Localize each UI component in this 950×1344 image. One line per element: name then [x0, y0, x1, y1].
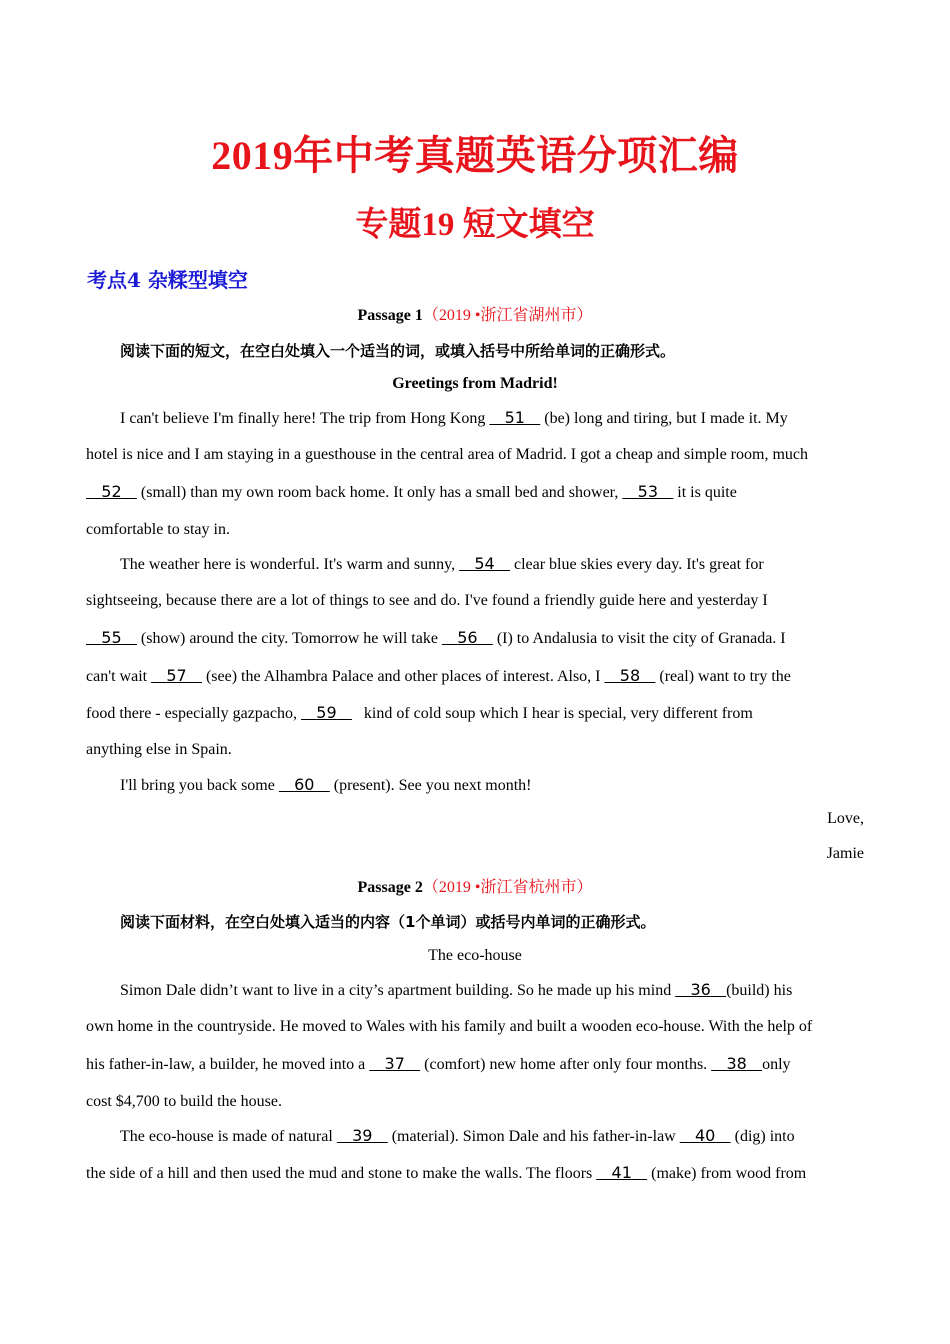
- text: it is quite: [677, 484, 737, 501]
- blank-54[interactable]: 54: [474, 554, 495, 573]
- passage1-line: [86, 554, 898, 575]
- blank-51[interactable]: 51: [504, 408, 525, 427]
- passage1-line: anything else in Spain.: [86, 741, 232, 758]
- passage1-heading: Greetings from Madrid!: [392, 375, 558, 392]
- passage2-line: own home in the countryside. He moved to Wales with his family and built a wooden eco-house. With the help of: [86, 1018, 813, 1035]
- text: (real) want to try the: [659, 668, 791, 685]
- text: I can't believe I'm finally here! The trip from Hong Kong: [120, 410, 486, 427]
- passage1-line: [86, 408, 898, 429]
- text: (small) than my own room back home. It only has a small bed and shower,: [140, 484, 619, 501]
- blank-60[interactable]: 60: [294, 775, 315, 794]
- text: (see) the Alhambra Palace and other places of interest. Also, I: [205, 668, 601, 685]
- passage1-instruction: 阅读下面的短文，在空白处填入一个适当的词，或填入括号中所给单词的正确形式。: [120, 342, 676, 360]
- blank-52[interactable]: 52: [101, 482, 122, 501]
- passage2-line: [86, 980, 898, 1001]
- text: his father-in-law, a builder, he moved into a: [86, 1056, 366, 1073]
- blank-55[interactable]: 55: [101, 628, 122, 647]
- document-subtitle: 专题19 短文填空: [355, 207, 595, 243]
- passage2-line: cost $4,700 to build the house.: [86, 1093, 282, 1110]
- passage1-line: [86, 666, 864, 687]
- text: I'll bring you back some: [120, 777, 275, 794]
- signoff-name: Jamie: [826, 845, 864, 862]
- passage2-label: [86, 878, 864, 898]
- blank-40[interactable]: 40: [695, 1126, 716, 1145]
- passage1-line: [86, 775, 898, 796]
- passage2-line: [86, 1126, 898, 1147]
- text: only: [762, 1056, 791, 1073]
- text: The weather here is wonderful. It's warm and sunny,: [120, 556, 456, 573]
- passage1-source: （2019 •浙江省湖州市）: [422, 307, 593, 324]
- text: food there - especially gazpacho,: [86, 705, 298, 722]
- blank-38[interactable]: 38: [726, 1054, 747, 1073]
- blank-56[interactable]: 56: [457, 628, 478, 647]
- text: (build) his: [726, 982, 793, 999]
- text: can't wait: [86, 668, 148, 685]
- text: (be) long and tiring, but I made it. My: [544, 410, 788, 427]
- text: (make) from wood from: [651, 1165, 807, 1182]
- text: kind of cold soup which I hear is special, very different from: [363, 705, 753, 722]
- passage1-line: comfortable to stay in.: [86, 521, 230, 538]
- text: (material). Simon Dale and his father-in-law: [391, 1128, 676, 1145]
- passage2-line: [86, 1054, 864, 1075]
- blank-37[interactable]: 37: [384, 1054, 405, 1073]
- text: (comfort) new home after only four months.: [424, 1056, 708, 1073]
- passage1-label: [86, 306, 864, 326]
- text: (I) to Andalusia to visit the city of Granada. I: [496, 630, 786, 647]
- blank-58[interactable]: 58: [619, 666, 641, 685]
- blank-36[interactable]: 36: [690, 980, 711, 999]
- passage2-line: [86, 1163, 864, 1184]
- passage1-line: [86, 703, 864, 724]
- blank-53[interactable]: 53: [637, 482, 658, 501]
- blank-41[interactable]: 41: [611, 1163, 632, 1182]
- passage1-line: sightseeing, because there are a lot of things to see and do. I've found a friendly guide here and yesterday I: [86, 592, 768, 609]
- text: Simon Dale didn’t want to live in a city’s apartment building. So he made up his mind: [120, 982, 672, 999]
- text: clear blue skies every day. It's great for: [513, 556, 764, 573]
- text: (present). See you next month!: [333, 777, 532, 794]
- passage1-title: Passage 1: [357, 307, 423, 324]
- blank-59[interactable]: 59: [316, 703, 337, 722]
- text: the side of a hill and then used the mud and stone to make the walls. The floors: [86, 1165, 593, 1182]
- text: (dig) into: [734, 1128, 795, 1145]
- text: The eco-house is made of natural: [120, 1128, 333, 1145]
- passage2-source: （2019 •浙江省杭州市）: [422, 879, 593, 896]
- section-heading: 考点4 杂糅型填空: [87, 268, 248, 292]
- passage2-title: Passage 2: [357, 879, 423, 896]
- blank-57[interactable]: 57: [166, 666, 187, 685]
- text: (show) around the city. Tomorrow he will take: [140, 630, 438, 647]
- signoff-love: Love,: [827, 810, 864, 827]
- passage2-instruction: 阅读下面材料，在空白处填入适当的内容（1个单词）或括号内单词的正确形式。: [120, 913, 656, 931]
- passage1-line: hotel is nice and I am staying in a guesthouse in the central area of Madrid. I got a cheap and simple room, much: [86, 446, 808, 463]
- passage1-line: [86, 628, 864, 649]
- document-title: 2019年中考真题英语分项汇编: [211, 133, 739, 178]
- passage1-line: [86, 482, 864, 503]
- passage2-heading: The eco-house: [428, 947, 522, 964]
- blank-39[interactable]: 39: [352, 1126, 373, 1145]
